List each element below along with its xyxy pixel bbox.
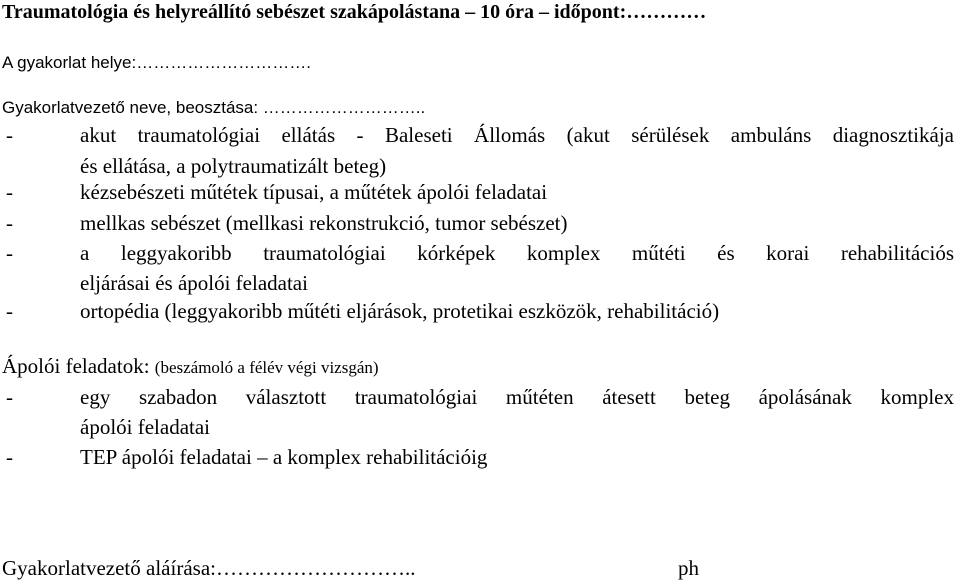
topic-4-line-1: a leggyakoribb traumatológiai kórképek komplex műtéti és korai rehabilitációs [80, 241, 954, 265]
list-dash: - [6, 385, 13, 409]
page-title: Traumatológia és helyreállító sebészet szakápolástana – 10 óra – időpont:………… [2, 1, 707, 23]
task-1-line-1: egy szabadon választott traumatológiai műtéten átesett beteg ápolásának komplex [80, 385, 954, 409]
practice-place-line: A gyakorlat helye:…………………………. [2, 53, 311, 72]
topic-4-line-2: eljárásai és ápolói feladatai [80, 271, 308, 295]
topic-2-line-1: kézsebészeti műtétek típusai, a műtétek ápolói feladatai [80, 180, 548, 204]
list-dash: - [6, 180, 13, 204]
topic-1-line-1: akut traumatológiai ellátás - Baleseti Állomás (akut sérülések ambuláns diagnosztikája [80, 123, 954, 147]
topic-1-line-2: és ellátása, a polytraumatizált beteg) [80, 154, 387, 178]
list-dash: - [6, 241, 13, 265]
list-dash: - [6, 445, 13, 469]
tasks-heading-label: Ápolói feladatok: [2, 354, 150, 378]
tasks-heading [2, 356, 379, 377]
supervisor-line: Gyakorlatvezető neve, beosztása: ……………………….. [2, 98, 426, 117]
list-dash: - [6, 123, 13, 147]
list-dash: - [6, 299, 13, 323]
stamp-placeholder: ph [678, 556, 699, 580]
task-2-line-1: TEP ápolói feladatai – a komplex rehabilitációig [80, 445, 488, 469]
task-1-line-2: ápolói feladatai [80, 415, 211, 439]
topic-3-line-1: mellkas sebészet (mellkasi rekonstrukció, tumor sebészet) [80, 211, 568, 235]
tasks-note: (beszámoló a félév végi vizsgán) [154, 358, 379, 377]
topic-5-line-1: ortopédia (leggyakoribb műtéti eljárások, protetikai eszközök, rehabilitáció) [80, 299, 720, 323]
list-dash: - [6, 211, 13, 235]
signature-line: Gyakorlatvezető aláírása:……………………….. [2, 556, 416, 580]
